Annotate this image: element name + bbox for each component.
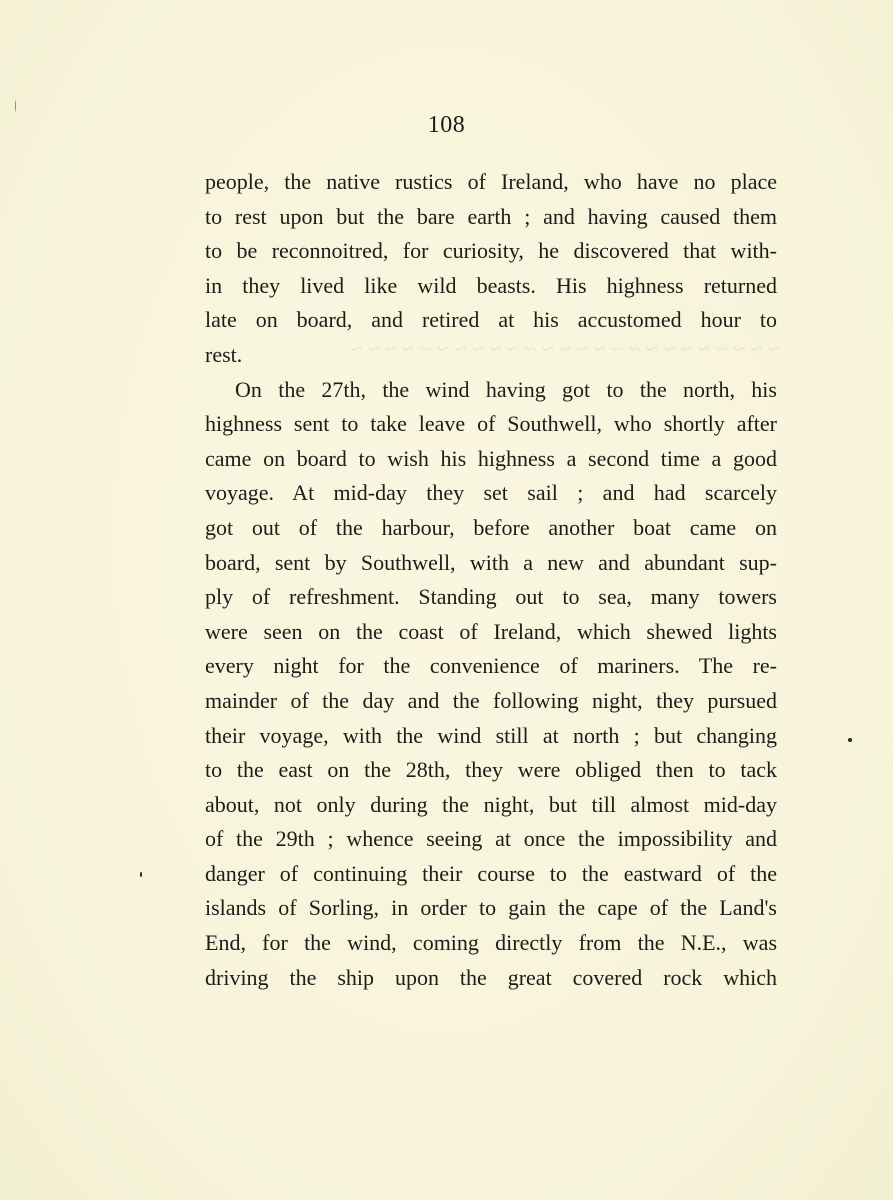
margin-speck: [140, 872, 142, 877]
text-line: were seen on the coast of Ireland, which shewed lights: [205, 618, 777, 644]
text-line: to be reconnoitred, for curiosity, he discovered that with-: [205, 238, 777, 264]
page-number: 108: [427, 112, 466, 138]
text-line: rest.: [205, 341, 243, 367]
text-line: danger of continuing their course to the eastward of the: [205, 860, 777, 886]
text-line: to rest upon but the bare earth ; and having caused them: [205, 203, 777, 229]
margin-speck: [848, 738, 852, 742]
text-line: their voyage, with the wind still at north ; but changing: [205, 722, 777, 748]
text-line: got out of the harbour, before another boat came on: [205, 514, 777, 540]
text-line: to the east on the 28th, they were obliged then to tack: [205, 757, 777, 783]
text-line-end: was: [742, 930, 778, 956]
body-text: [205, 165, 777, 995]
text-line: islands of Sorling, in order to gain the cape of the Land's: [205, 895, 777, 921]
text-line: driving the ship upon the great covered rock which: [205, 964, 777, 990]
compass-abbreviation: N.E.,: [680, 930, 727, 956]
text-line: in they lived like wild beasts. His highness returned: [205, 272, 777, 298]
text-line: every night for the convenience of mariners. The re-: [205, 653, 777, 679]
text-line: of the 29th ; whence seeing at once the impossibility and: [205, 826, 777, 852]
text-line: voyage. At mid-day they set sail ; and had scarcely: [205, 480, 777, 506]
text-line: board, sent by Southwell, with a new and abundant sup-: [205, 549, 777, 575]
show-through-text: ~ ~ ~ ~ ~ ~ ~ ~ ~ ~ ~ ~ ~ ~ ~ ~ ~ ~ ~ ~ ~ ~ ~ ~ ~: [350, 336, 780, 361]
text-line: highness sent to take leave of Southwell, who shortly after: [205, 411, 777, 437]
text-line-with-abbreviation: [205, 926, 777, 961]
text-line: people, the native rustics of Ireland, who have no place: [205, 169, 777, 194]
margin-speck: [15, 100, 16, 112]
text-line: On the 27th, the wind having got to the north, his: [235, 376, 777, 402]
text-line: came on board to wish his highness a second time a good: [205, 445, 777, 471]
text-line: late on board, and retired at his accustomed hour to: [205, 307, 777, 333]
text-line: mainder of the day and the following night, they pursued: [205, 687, 777, 713]
text-line-start: End, for the wind, coming directly from the: [205, 930, 665, 956]
text-line: ply of refreshment. Standing out to sea, many towers: [205, 584, 777, 610]
text-line: about, not only during the night, but till almost mid-day: [205, 791, 777, 817]
